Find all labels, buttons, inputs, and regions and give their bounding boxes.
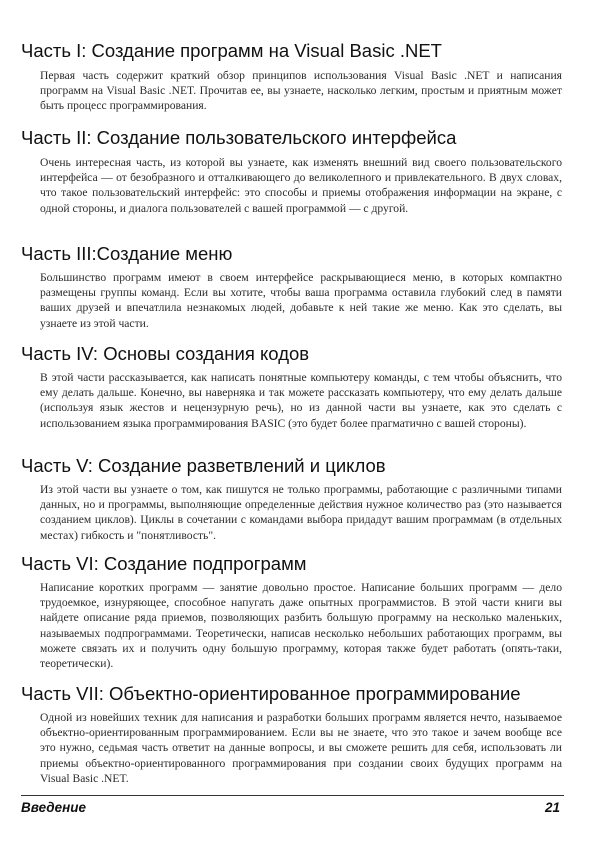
footer-chapter-title: Введение: [21, 800, 87, 815]
section-heading-part-2: Часть II: Создание пользовательского интерфейса: [21, 127, 457, 148]
section-text-part-5: Из этой части вы узнаете о том, как пишутся не только программы, работающие с различными типами данных, но и программы, выполняющие определенные действия нужное количество раз (это называется созданием циклов). Циклы в сочетании с командами выбора придадут вашим программам (в отдельных местах) гибкость и "понятливость".: [40, 483, 562, 542]
section-heading-part-1: Часть I: Создание программ на Visual Basic .NET: [21, 40, 442, 61]
section-text-part-7: Одной из новейших техник для написания и разработки больших программ является нечто, называемое объектно-ориентированным программированием. Если вы не знаете, что это такое и зачем вообще все это нужно, седьмая часть ответит на данные вопросы, и вы сможете решить для себя, использовать ли приемы объектно-ориентированного программирования при создании своих будущих программ на Visual Basic .NET.: [40, 711, 562, 785]
section-text-part-4: В этой части рассказывается, как написать понятные компьютеру команды, с тем чтобы объяснить, что ему делать дальше. Конечно, вы наверняка и так можете рассказать компьютеру, что ему делать дальше (используя язык жестов и нецензурную речь), но из данной части вы узнаете, как это сделать с использованием языка программирования BASIC (это будет более прагматично с вашей стороны).: [40, 371, 562, 430]
section-heading-part-6: Часть VI: Создание подпрограмм: [21, 553, 307, 574]
section-text-part-1: Первая часть содержит краткий обзор принципов использования Visual Basic .NET и написания программ на Visual Basic .NET. Прочитав ее, вы узнаете, насколько легким, простым и приятным может быть процесс программирования.: [40, 69, 562, 113]
section-text-part-2: Очень интересная часть, из которой вы узнаете, как изменять внешний вид своего пользовательского интерфейса — от безобразного и отталкивающего до великолепного и привлекательного. В двух словах, что такое пользовательский интерфейс: это способы и приемы отображения информации на экране, с одной стороны, и диалога пользователей с вашей программой — с другой.: [40, 156, 562, 215]
section-heading-part-7: Часть VII: Объектно-ориентированное программирование: [21, 683, 521, 704]
section-heading-part-4: Часть IV: Основы создания кодов: [21, 343, 310, 364]
footer-page-number: 21: [544, 800, 560, 815]
section-heading-part-5: Часть V: Создание разветвлений и циклов: [21, 455, 386, 476]
section-text-part-3: Большинство программ имеют в своем интерфейсе раскрывающиеся меню, в которых компактно размещены группы команд. Если вы хотите, чтобы ваша программа оставила глубокий след в памяти ваших друзей и впечатлила незнакомых людей, добавьте к ней такие же меню. Как это сделать, вы узнаете из этой части.: [40, 271, 562, 330]
footer-divider: [21, 795, 564, 796]
section-text-part-6: Написание коротких программ — занятие довольно простое. Написание больших программ — дело трудоемкое, изнуряющее, способное напугать даже опытных программистов. В этой части книги вы найдете описание ряда приемов, позволяющих разбить большую программу на несколько маленьких, называемых подпрограммами. Теоретически, написав несколько небольших работающих программ, вы можете связать их и получить одну большую программу, которая также будет работать (опять-таки, теоретически).: [40, 581, 562, 671]
section-heading-part-3: Часть III:Создание меню: [21, 243, 233, 264]
